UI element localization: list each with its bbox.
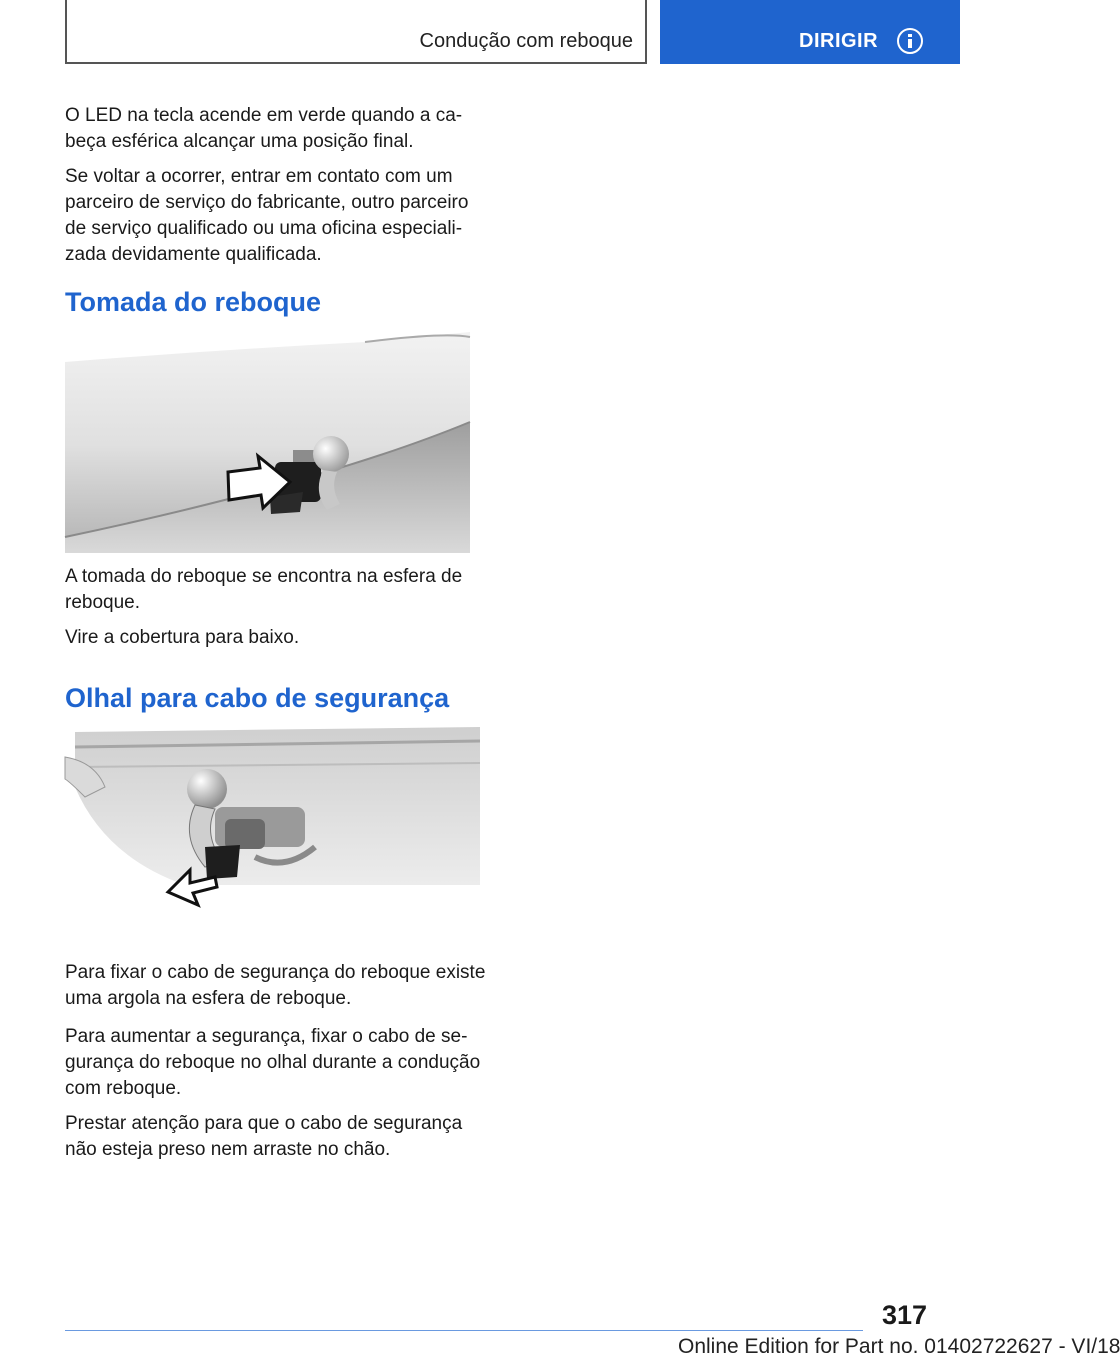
edition-note: Online Edition for Part no. 01402722627 - VI/18 xyxy=(678,1335,1120,1358)
chapter-tab-label: DIRIGIR xyxy=(799,30,879,52)
paragraph-socket-location: A tomada do reboque se encontra na esfera de reboque. xyxy=(65,566,463,613)
paragraph-cover: Vire a cobertura para baixo. xyxy=(65,627,300,648)
section1-text xyxy=(65,564,485,651)
intro-text xyxy=(65,103,485,268)
section2-text xyxy=(65,960,490,1163)
page-number: 317 xyxy=(881,1300,927,1330)
paragraph-service: Se voltar a ocorrer, entrar em contato com um parceiro de serviço do fabricante, outro parceiro de serviço qualificado ou uma oficina especiali-zada devidamente qualificada. xyxy=(65,166,469,265)
heading-trailer-socket: Tomada do reboque xyxy=(65,287,322,317)
paragraph-led: O LED na tecla acende em verde quando a ca-beça esférica alcançar uma posição final. xyxy=(65,105,463,152)
paragraph-fix-cable: Para aumentar a segurança, fixar o cabo de se-gurança do reboque no olhal durante a condução com reboque. xyxy=(65,1026,481,1099)
heading-safety-cable-eye: Olhal para cabo de segurança xyxy=(65,683,450,713)
section-title: Condução com reboque xyxy=(419,30,633,52)
trailer-socket-illustration xyxy=(65,332,470,553)
header-frame xyxy=(65,0,647,64)
safety-cable-eye-illustration xyxy=(65,727,480,925)
paragraph-cable-caution: Prestar atenção para que o cabo de segurança não esteja preso nem arraste no chão. xyxy=(65,1113,463,1160)
info-icon[interactable] xyxy=(897,28,923,54)
paragraph-eye-purpose: Para fixar o cabo de segurança do reboque existe uma argola na esfera de reboque. xyxy=(65,962,486,1009)
chapter-tab[interactable] xyxy=(660,0,960,64)
footer-divider xyxy=(65,1330,863,1331)
